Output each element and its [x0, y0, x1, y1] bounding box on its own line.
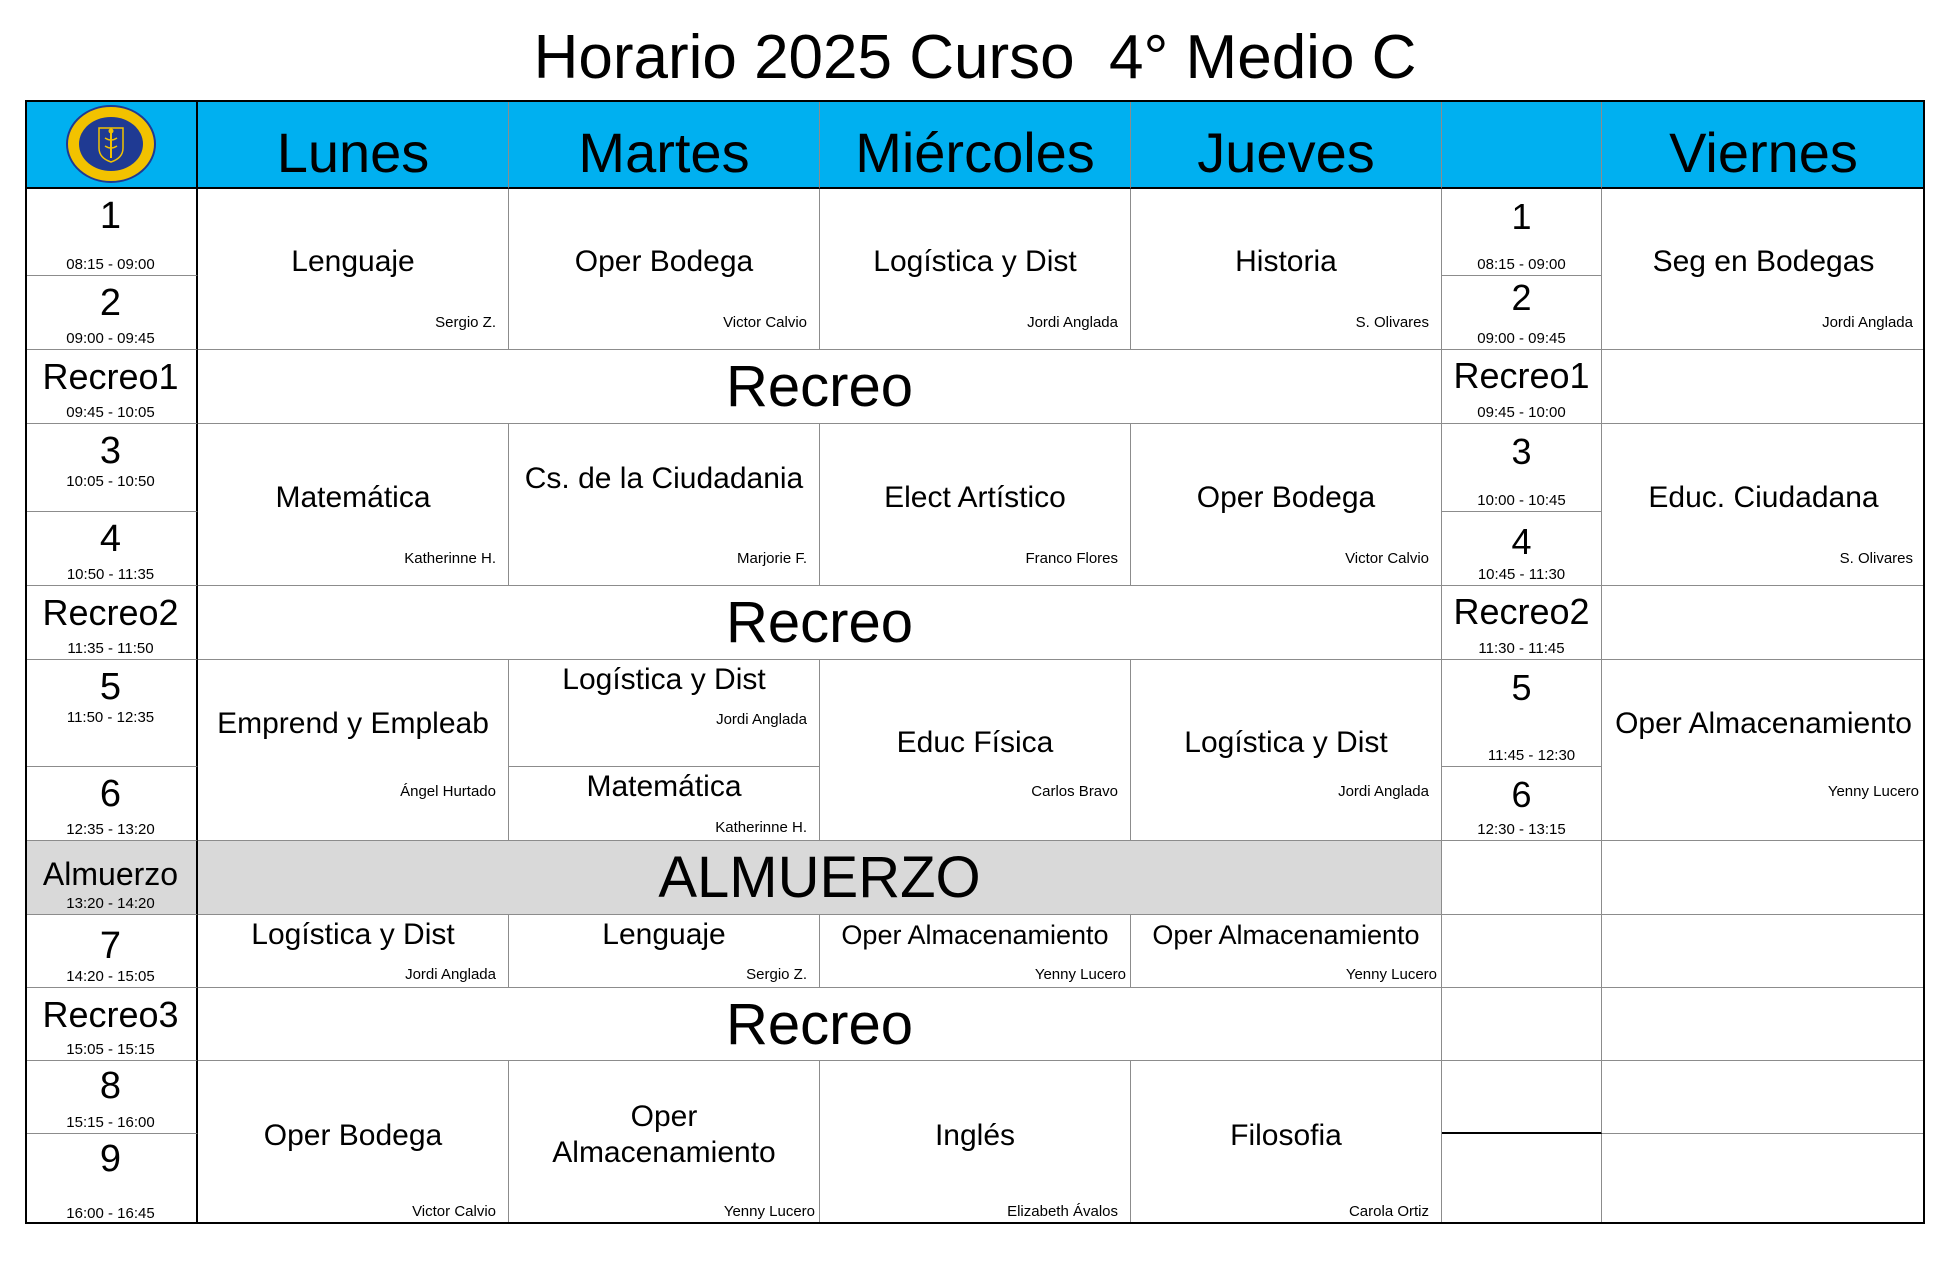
class-jueves-b12: Historia S. Olivares [1131, 189, 1442, 350]
header-lunes: Lunes [198, 100, 509, 189]
time-slot-9: 9 16:00 - 16:45 [25, 1134, 198, 1224]
friday-b7-empty [1442, 915, 1602, 988]
viernes-almuerzo-empty [1602, 841, 1925, 915]
header-friday-time [1442, 100, 1602, 189]
viernes-recreo1-empty [1602, 350, 1925, 424]
class-viernes-b12: Seg en Bodegas Jordi Anglada [1602, 189, 1925, 350]
class-jueves-b89: Filosofia Carola Ortiz [1131, 1061, 1442, 1224]
school-crest-icon [65, 104, 157, 184]
time-slot-7: 7 14:20 - 15:05 [25, 915, 198, 988]
viernes-b7-empty [1602, 915, 1925, 988]
header-miercoles: Miércoles [820, 100, 1131, 189]
time-slot-recreo1: Recreo1 09:45 - 10:05 [25, 350, 198, 424]
recreo-1-banner: Recreo [198, 350, 1442, 424]
class-miercoles-b56: Educ Física Carlos Bravo [820, 660, 1131, 841]
time-slot-2: 2 09:00 - 09:45 [25, 276, 198, 350]
class-lunes-b34: Matemática Katherinne H. [198, 424, 509, 586]
class-viernes-b56: Oper Almacenamiento Yenny Lucero [1602, 660, 1925, 841]
friday-time-slot-4: 4 10:45 - 11:30 [1442, 512, 1602, 586]
page-title: Horario 2025 Curso 4° Medio C [533, 23, 1417, 92]
header-martes: Martes [509, 100, 820, 189]
friday-time-slot-6: 6 12:30 - 13:15 [1442, 767, 1602, 841]
class-jueves-b56: Logística y Dist Jordi Anglada [1131, 660, 1442, 841]
recreo-2-banner: Recreo [198, 586, 1442, 660]
class-jueves-b7: Oper Almacenamiento Yenny Lucero [1131, 915, 1442, 988]
school-logo [25, 100, 198, 189]
friday-recreo3-empty [1442, 988, 1602, 1061]
class-martes-b89: Oper Almacenamiento Yenny Lucero [509, 1061, 820, 1224]
class-viernes-b34: Educ. Ciudadana S. Olivares [1602, 424, 1925, 586]
class-lunes-b7: Logística y Dist Jordi Anglada [198, 915, 509, 988]
viernes-recreo3-empty [1602, 988, 1925, 1061]
friday-time-slot-5: 5 11:45 - 12:30 [1442, 660, 1602, 767]
friday-time-slot-2: 2 09:00 - 09:45 [1442, 276, 1602, 350]
class-lunes-b56: Emprend y Empleab Ángel Hurtado [198, 660, 509, 841]
time-slot-almuerzo: Almuerzo 13:20 - 14:20 [25, 841, 198, 915]
recreo-3-banner: Recreo [198, 988, 1442, 1061]
schedule-table [25, 100, 1925, 1224]
viernes-b8-empty [1602, 1061, 1925, 1134]
class-lunes-b89: Oper Bodega Victor Calvio [198, 1061, 509, 1224]
friday-b9-empty [1442, 1134, 1602, 1224]
friday-time-slot-recreo2: Recreo2 11:30 - 11:45 [1442, 586, 1602, 660]
viernes-recreo2-empty [1602, 586, 1925, 660]
time-slot-8: 8 15:15 - 16:00 [25, 1061, 198, 1134]
time-slot-4: 4 10:50 - 11:35 [25, 512, 198, 586]
class-miercoles-b7: Oper Almacenamiento Yenny Lucero [820, 915, 1131, 988]
time-slot-recreo3: Recreo3 15:05 - 15:15 [25, 988, 198, 1061]
time-slot-recreo2: Recreo2 11:35 - 11:50 [25, 586, 198, 660]
friday-time-slot-recreo1: Recreo1 09:45 - 10:00 [1442, 350, 1602, 424]
almuerzo-banner: ALMUERZO [198, 841, 1442, 915]
friday-time-slot-1: 1 08:15 - 09:00 [1442, 189, 1602, 276]
class-miercoles-b89: Inglés Elizabeth Ávalos [820, 1061, 1131, 1224]
time-slot-5: 5 11:50 - 12:35 [25, 660, 198, 767]
time-slot-1: 1 08:15 - 09:00 [25, 189, 198, 276]
class-jueves-b34: Oper Bodega Victor Calvio [1131, 424, 1442, 586]
time-slot-6: 6 12:35 - 13:20 [25, 767, 198, 841]
header-viernes: Viernes [1602, 100, 1925, 189]
class-martes-b34: Cs. de la Ciudadania Marjorie F. [509, 424, 820, 586]
class-miercoles-b34: Elect Artístico Franco Flores [820, 424, 1131, 586]
friday-almuerzo-empty [1442, 841, 1602, 915]
friday-time-slot-3: 3 10:00 - 10:45 [1442, 424, 1602, 512]
class-martes-b7: Lenguaje Sergio Z. [509, 915, 820, 988]
class-martes-b6: Matemática Katherinne H. [509, 767, 820, 841]
class-lunes-b12: Lenguaje Sergio Z. [198, 189, 509, 350]
friday-b8-empty [1442, 1061, 1602, 1134]
class-martes-b12: Oper Bodega Victor Calvio [509, 189, 820, 350]
class-miercoles-b12: Logística y Dist Jordi Anglada [820, 189, 1131, 350]
time-slot-3: 3 10:05 - 10:50 [25, 424, 198, 512]
class-martes-b5: Logística y Dist Jordi Anglada [509, 660, 820, 767]
header-jueves: Jueves [1131, 100, 1442, 189]
viernes-b9-empty [1602, 1134, 1925, 1224]
